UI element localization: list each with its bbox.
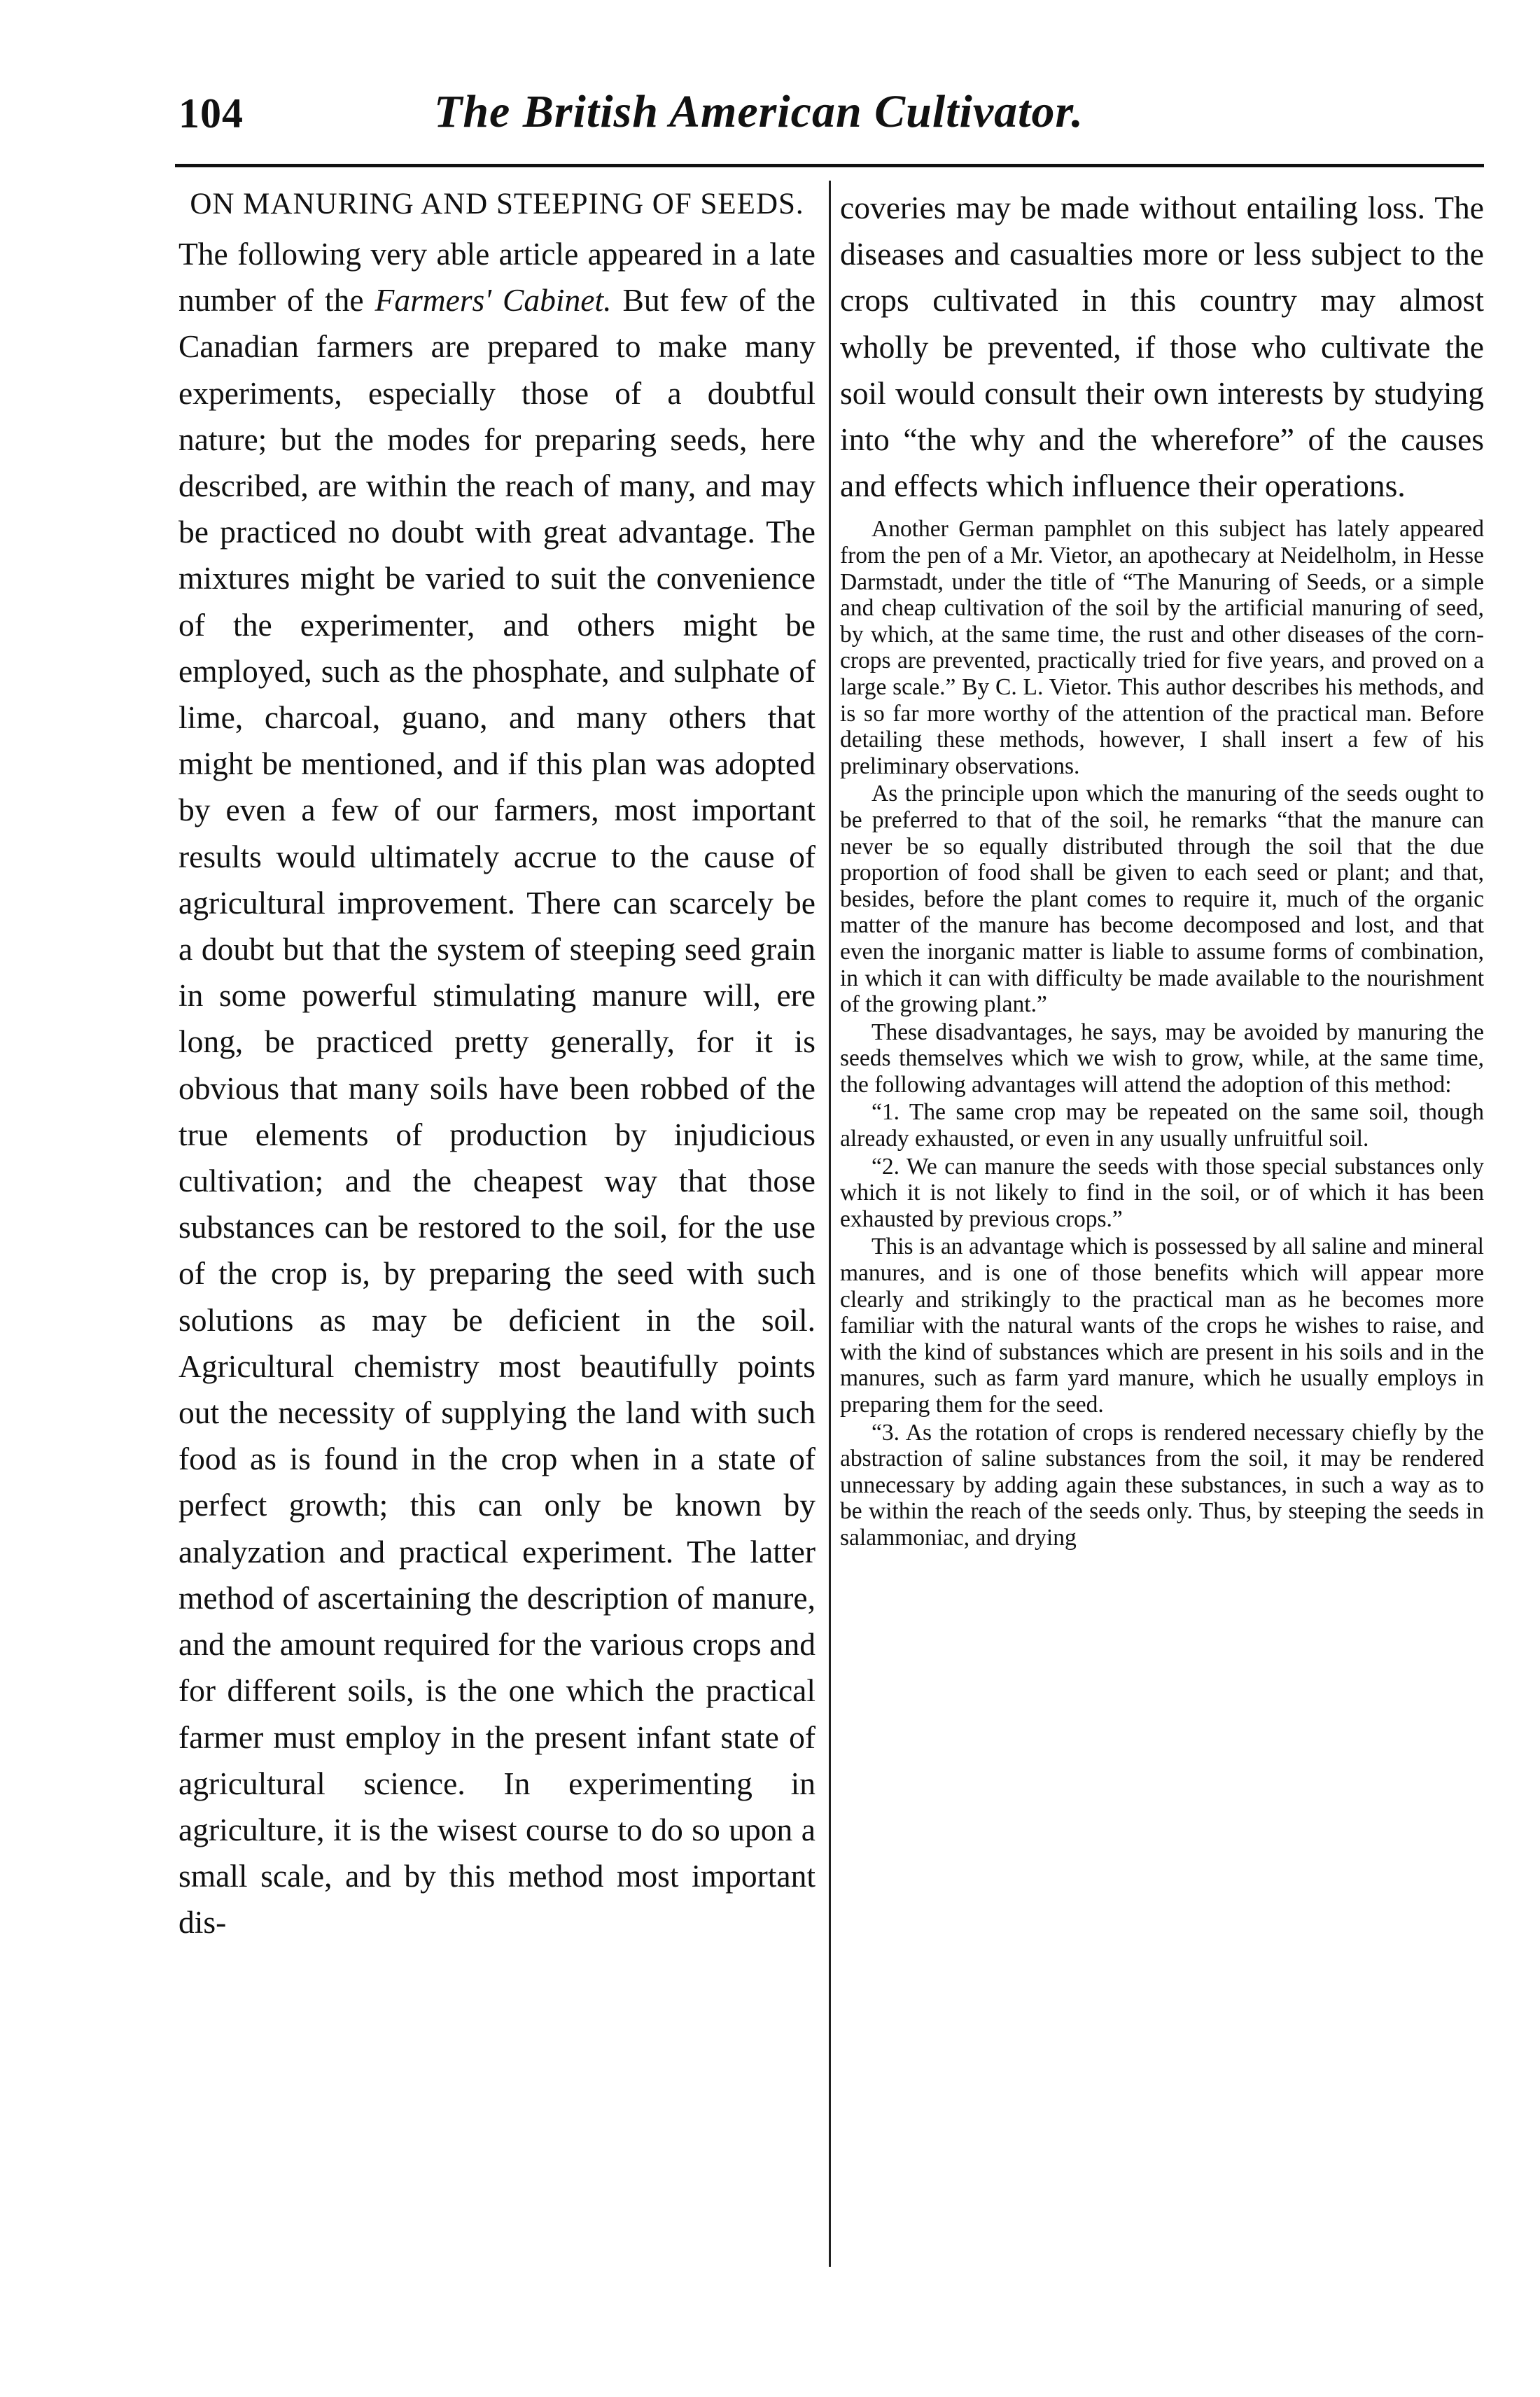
source-title: Farmers' Cabinet. xyxy=(374,282,612,319)
principle-paragraph: As the principle upon which the manuring of the seeds ought to be preferred to that of the soil, he remarks “that the manure can never be so equally distributed through the soil that the due proportion of food shall be given to each seed or plant; and that, besides, before the plant comes to require it, much of the organic matter of the manure has become decomposed and lost, and that even the inorganic matter is liable to assume forms of combination, in which it can with difficulty be made available to the nourishment of the growing plant.” xyxy=(840,781,1484,1018)
right-column xyxy=(840,185,1484,1551)
header-rule xyxy=(175,164,1484,167)
advantage-three: “3. As the rotation of crops is rendered necessary chiefly by the abstraction of saline substances from the soil, it may be rendered unnecessary by adding again these substances, in such a way as to be within the reach of the seeds only. Thus, by steeping the seeds in salammoniac, and drying xyxy=(840,1419,1484,1551)
intro-paragraph xyxy=(178,231,816,1946)
column-rule xyxy=(829,181,831,2267)
left-column xyxy=(178,185,816,1946)
article-title: ON MANURING AND STEEPING OF SEEDS. xyxy=(190,188,804,221)
intro-text-start: The following very able article appeared in a late number of the xyxy=(178,236,816,319)
advantage-one: “1. The same crop may be repeated on the same soil, though already exhausted, or even in any usually unfruitful soil. xyxy=(840,1099,1484,1152)
disadvantages-paragraph: These disadvantages, he says, may be avoided by manuring the seeds themselves which we wish to grow, while, at the same time, the following advantages will attend the adoption of this method: xyxy=(840,1019,1484,1098)
saline-manure-paragraph: This is an advantage which is possessed by all saline and mineral manures, and is one of those benefits which will appear more clearly and strikingly to the practical man as he becomes more familiar with the natural wants of the crops he wishes to raise, and with the kind of substances which are present in his soils and in the manures, such as farm yard manure, which he usually employs in preparing them for the seed. xyxy=(840,1234,1484,1418)
intro-text-end: But few of the Canadian farmers are prepared to make many experiments, especially those of a doubtful nature; but the modes for preparing seeds, here described, are within the reach of many, and may be practiced no doubt with great advantage. The mixtures might be varied to suit the convenience of the experimenter, and others might be employed, such as the phosphate, and sulphate of lime, charcoal, guano, and many others that might be mentioned, and if this plan was adopted by even a few of our farmers, most important results would ultimately accrue to the cause of agricultural improvement. There can scarcely be a doubt but that the system of steeping seed grain in some powerful stimulating manure will, ere long, be practiced pretty generally, for it is obvious that many soils have been robbed of the true elements of production by injudicious cultivation; and the cheapest way that those substances can be restored to the soil, for the use of the crop is, by preparing the seed with such solutions as may be deficient in the soil. Agricultural chemistry most beautifully points out the necessity of supplying the land with such food as is found in the crop when in a state of perfect growth; this can only be known by analyzation and practical experiment. The latter method of ascertaining the description of manure, and the amount required for the various crops and for different soils, is the one which the practical farmer must employ in the present infant state of agricultural science. In experimenting in agriculture, it is the wisest course to do so upon a small scale, and by this method most important dis- xyxy=(178,282,816,1941)
running-title: The British American Cultivator. xyxy=(434,86,1084,137)
page-number: 104 xyxy=(178,90,244,137)
pamphlet-paragraph: Another German pamphlet on this subject has lately appeared from the pen of a Mr. Vietor, an apothecary at Neidelholm, in Hesse Darmstadt, under the title of “The Manuring of Seeds, or a simple and cheap cultivation of the soil by the artificial manuring of seed, by which, at the same time, the rust and other diseases of the corn-crops are prevented, practically tried for five years, and proved on a large scale.” By C. L. Vietor. This author describes his methods, and is so far more worthy of the attention of the practical man. Before detailing these methods, however, I shall insert a few of his preliminary observations. xyxy=(840,516,1484,779)
continued-paragraph: coveries may be made without entailing loss. The diseases and casualties more or less subject to the crops cultivated in this country may almost wholly be prevented, if those who cultivate the soil would consult their own interests by studying into “the why and the wherefore” of the causes and effects which influence their operations. xyxy=(840,190,1484,504)
advantage-two: “2. We can manure the seeds with those special substances only which it is not likely to find in the soil, or of which it has been exhausted by previous crops.” xyxy=(840,1153,1484,1232)
